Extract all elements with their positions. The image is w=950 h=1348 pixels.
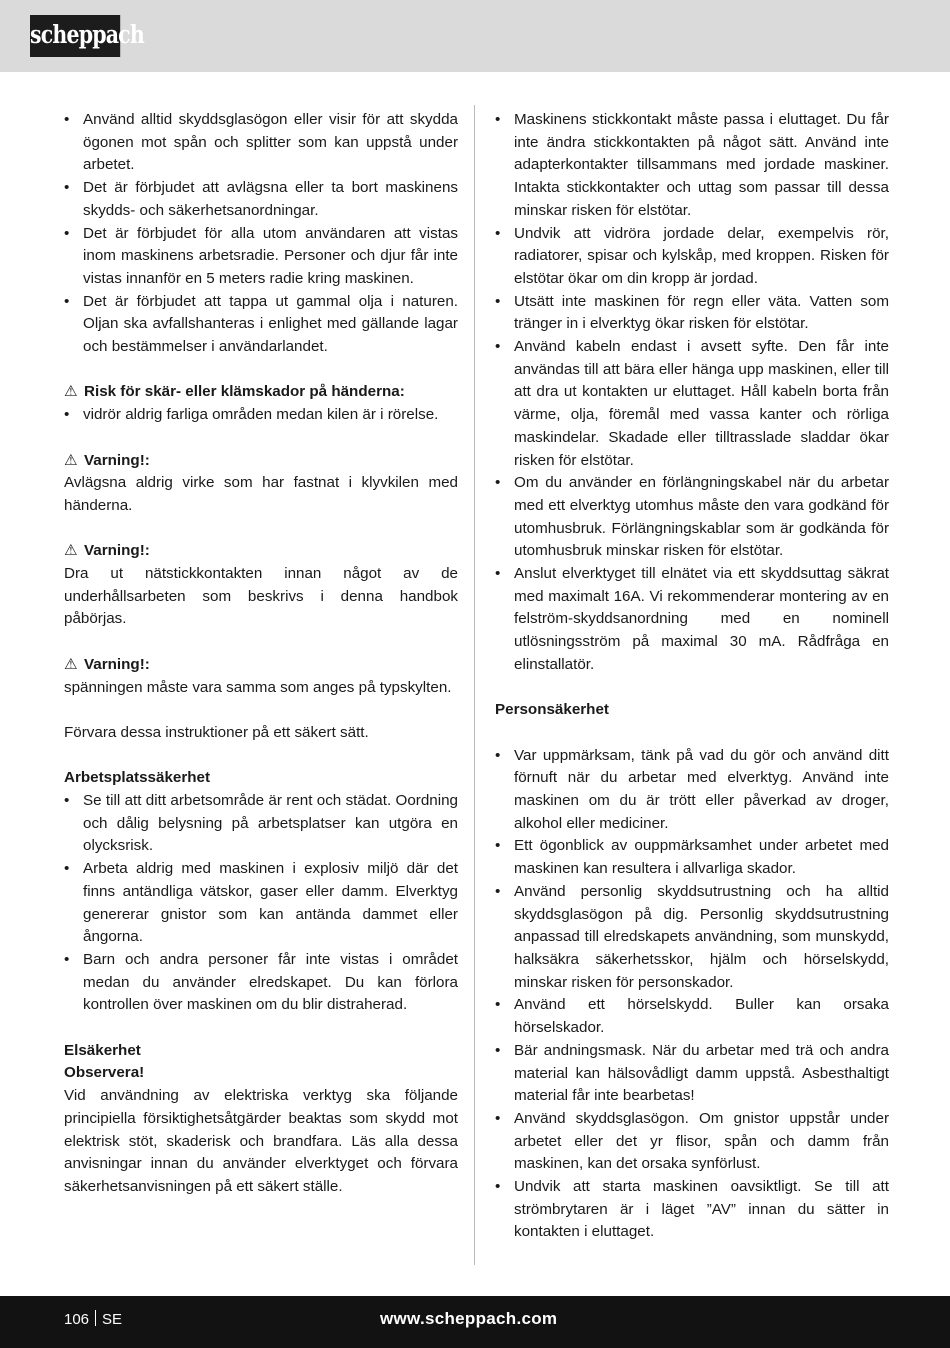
warning-text: Avlägsna aldrig virke som har fastnat i klyvkilen med händerna.: [64, 474, 458, 514]
list-item: • Se till att ditt arbetsområde är rent och städat. Oordning och dålig belysning på arbetsplatser kan utgöra en olycksrisk.: [64, 792, 458, 855]
list-item: • Använd personlig skyddsutrustning och ha alltid skyddsglasögon på dig. Personlig skyddsutrustning anpassad till elredskapets användning, som munskydd, halksäkra säkerhetsskor, hjälm och hörselskydd, minskar risken för personskador.: [495, 882, 889, 991]
list-item: • Anslut elverktyget till elnätet via ett skyddsuttag säkrat med maximalt 16A. Vi rekommenderar montering av en felström-skyddsanordning med en nominell utlösningsström på maximal 30 mA. Rådfråga en elinstallatör.: [495, 565, 889, 673]
footer-separator: [95, 1310, 96, 1326]
personal-safety-list: [495, 745, 889, 1244]
warning-heading: ⚠ Varning!:: [64, 450, 458, 473]
list-item: • Använd skyddsglasögon. Om gnistor uppstår under arbetet eller det yr flisor, spån och damm från maskinen, kan det orsaka synförlust.: [495, 1109, 889, 1173]
list-item: • Använd ett hörselskydd. Buller kan orsaka hörselskador.: [495, 996, 889, 1037]
language-code: SE: [102, 1311, 123, 1328]
list-item: • Bär andningsmask. När du arbetar med trä och andra material kan hälsovådligt damm uppstå. Asbesthaltigt material får inte bearbetas!: [495, 1041, 889, 1105]
left-column: [64, 109, 458, 1199]
warning-triangle-icon: ⚠: [64, 383, 78, 401]
list-item: • Var uppmärksam, tänk på vad du gör och använd ditt förnuft när du arbetar med elverktyg. Använd inte maskinen om du är trött eller påverkad av droger, alkohol eller mediciner.: [495, 746, 889, 832]
keep-instructions-text: Förvara dessa instruktioner på ett säkert sätt.: [64, 723, 369, 741]
list-item: • Undvik att vidröra jordade delar, exempelvis rör, radiatorer, spisar och kylskåp, med kroppen. Risken för elstötar ökar om din kropp är jordad.: [495, 224, 889, 287]
intro-safety-list: [64, 109, 458, 359]
observe-heading: Observera!: [64, 1064, 145, 1082]
electrical-safety-list: [495, 109, 889, 677]
list-item: • Utsätt inte maskinen för regn eller väta. Vatten som tränger in i elverktyg ökar risken för elstötar.: [495, 292, 889, 333]
list-item: • vidrör aldrig farliga områden medan kilen är i rörelse.: [64, 406, 439, 424]
list-item: • Använd kabeln endast i avsett syfte. Den får inte användas till att bära eller hänga upp maskinen, eller till att dra ut kontakten ur eluttaget. Håll kabeln borta från värme, olja, föremål med vassa kanter och rörliga maskindelar. Skadade eller tilltrasslade sladdar ökar risken för elstötar.: [495, 338, 889, 469]
electrical-intro-text: Vid användning av elektriska verktyg ska följande principiella försiktighetsåtgärder beaktas som skydd mot elektrisk stöt, skaderisk och brandfara. Läs alla dessa anvisningar innan du använder elverktyget och förvara säkerhetsanvisningen på ett säkert ställe.: [64, 1087, 458, 1195]
list-item: • Undvik att starta maskinen oavsiktligt. Se till att strömbrytaren är i läget ”AV” innan du sätter in kontakten i eluttaget.: [495, 1178, 889, 1241]
list-item: • Det är förbjudet att tappa ut gammal olja i naturen. Oljan ska avfallshanteras i enlighet med gällande lagar och bestämmelser i användarlandet.: [64, 292, 458, 356]
warning-text: Dra ut nätstickkontakten innan något av de underhållsarbeten som beskrivs i denna handbok påbörjas.: [64, 565, 458, 628]
right-column: [495, 109, 889, 1244]
workplace-safety-list: [64, 790, 458, 1017]
list-item: • Ett ögonblick av ouppmärksamhet under arbetet med maskinen kan resultera i allvarliga skador.: [495, 837, 889, 878]
warning-triangle-icon: ⚠: [64, 451, 78, 469]
workplace-safety-heading: Arbetsplatssäkerhet: [64, 769, 211, 787]
warning-heading: ⚠ Varning!:: [64, 540, 458, 563]
electrical-safety-heading: Elsäkerhet: [64, 1041, 141, 1059]
page-header: [0, 0, 950, 72]
page-number-label: [64, 1310, 122, 1330]
column-divider: [474, 105, 475, 1265]
list-item: • Använd alltid skyddsglasögon eller visir för att skydda ögonen mot spån och splitter som kan uppstå under arbetet.: [64, 111, 458, 174]
list-item: • Det är förbjudet för alla utom användaren att vistas inom maskinens arbetsradie. Personer och djur får inte vistas innanför en 5 meters radie kring maskinen.: [64, 224, 458, 287]
page-footer: [0, 1296, 950, 1348]
warning-triangle-icon: ⚠: [64, 542, 78, 560]
list-item: • Om du använder en förlängningskabel när du arbetar med ett elverktyg utomhus måste den vara godkänd för utomhusbruk. Förlängningskablar som är godkända för utomhusbruk minskar risken för elstötar.: [495, 474, 889, 560]
list-item: • Det är förbjudet att avlägsna eller ta bort maskinens skydds- och säkerhetsanordningar.: [64, 179, 458, 219]
list-item: • Barn och andra personer får inte vistas i området medan du använder elredskapet. Du kan förlora kontrollen över maskinen om du blir distraherad.: [64, 950, 458, 1014]
list-item: • Maskinens stickkontakt måste passa i eluttaget. Du får inte ändra stickkontakten på något sätt. Använd inte adapterkontakter tillsammans med jordade maskiner. Intakta stickkontakter och uttag som passar till dessa minskar risken för elstötar.: [495, 111, 889, 219]
risk-heading: ⚠ Risk för skär- eller klämskador på händerna:: [64, 381, 458, 404]
page-number: 106: [64, 1311, 90, 1328]
list-item: • Arbeta aldrig med maskinen i explosiv miljö där det finns antändliga vätskor, gaser eller damm. Elverktyg genererar gnistor som kan antända dammet eller ångorna.: [64, 860, 458, 946]
scheppach-logo: scheppach: [30, 15, 120, 57]
website-link[interactable]: www.scheppach.com: [380, 1309, 558, 1328]
warning-heading: ⚠ Varning!:: [64, 654, 458, 677]
warning-triangle-icon: ⚠: [64, 655, 78, 673]
warning-text: spänningen måste vara samma som anges på typskylten.: [64, 678, 452, 696]
risk-list: [64, 404, 458, 427]
personal-safety-heading: Personsäkerhet: [495, 701, 609, 719]
